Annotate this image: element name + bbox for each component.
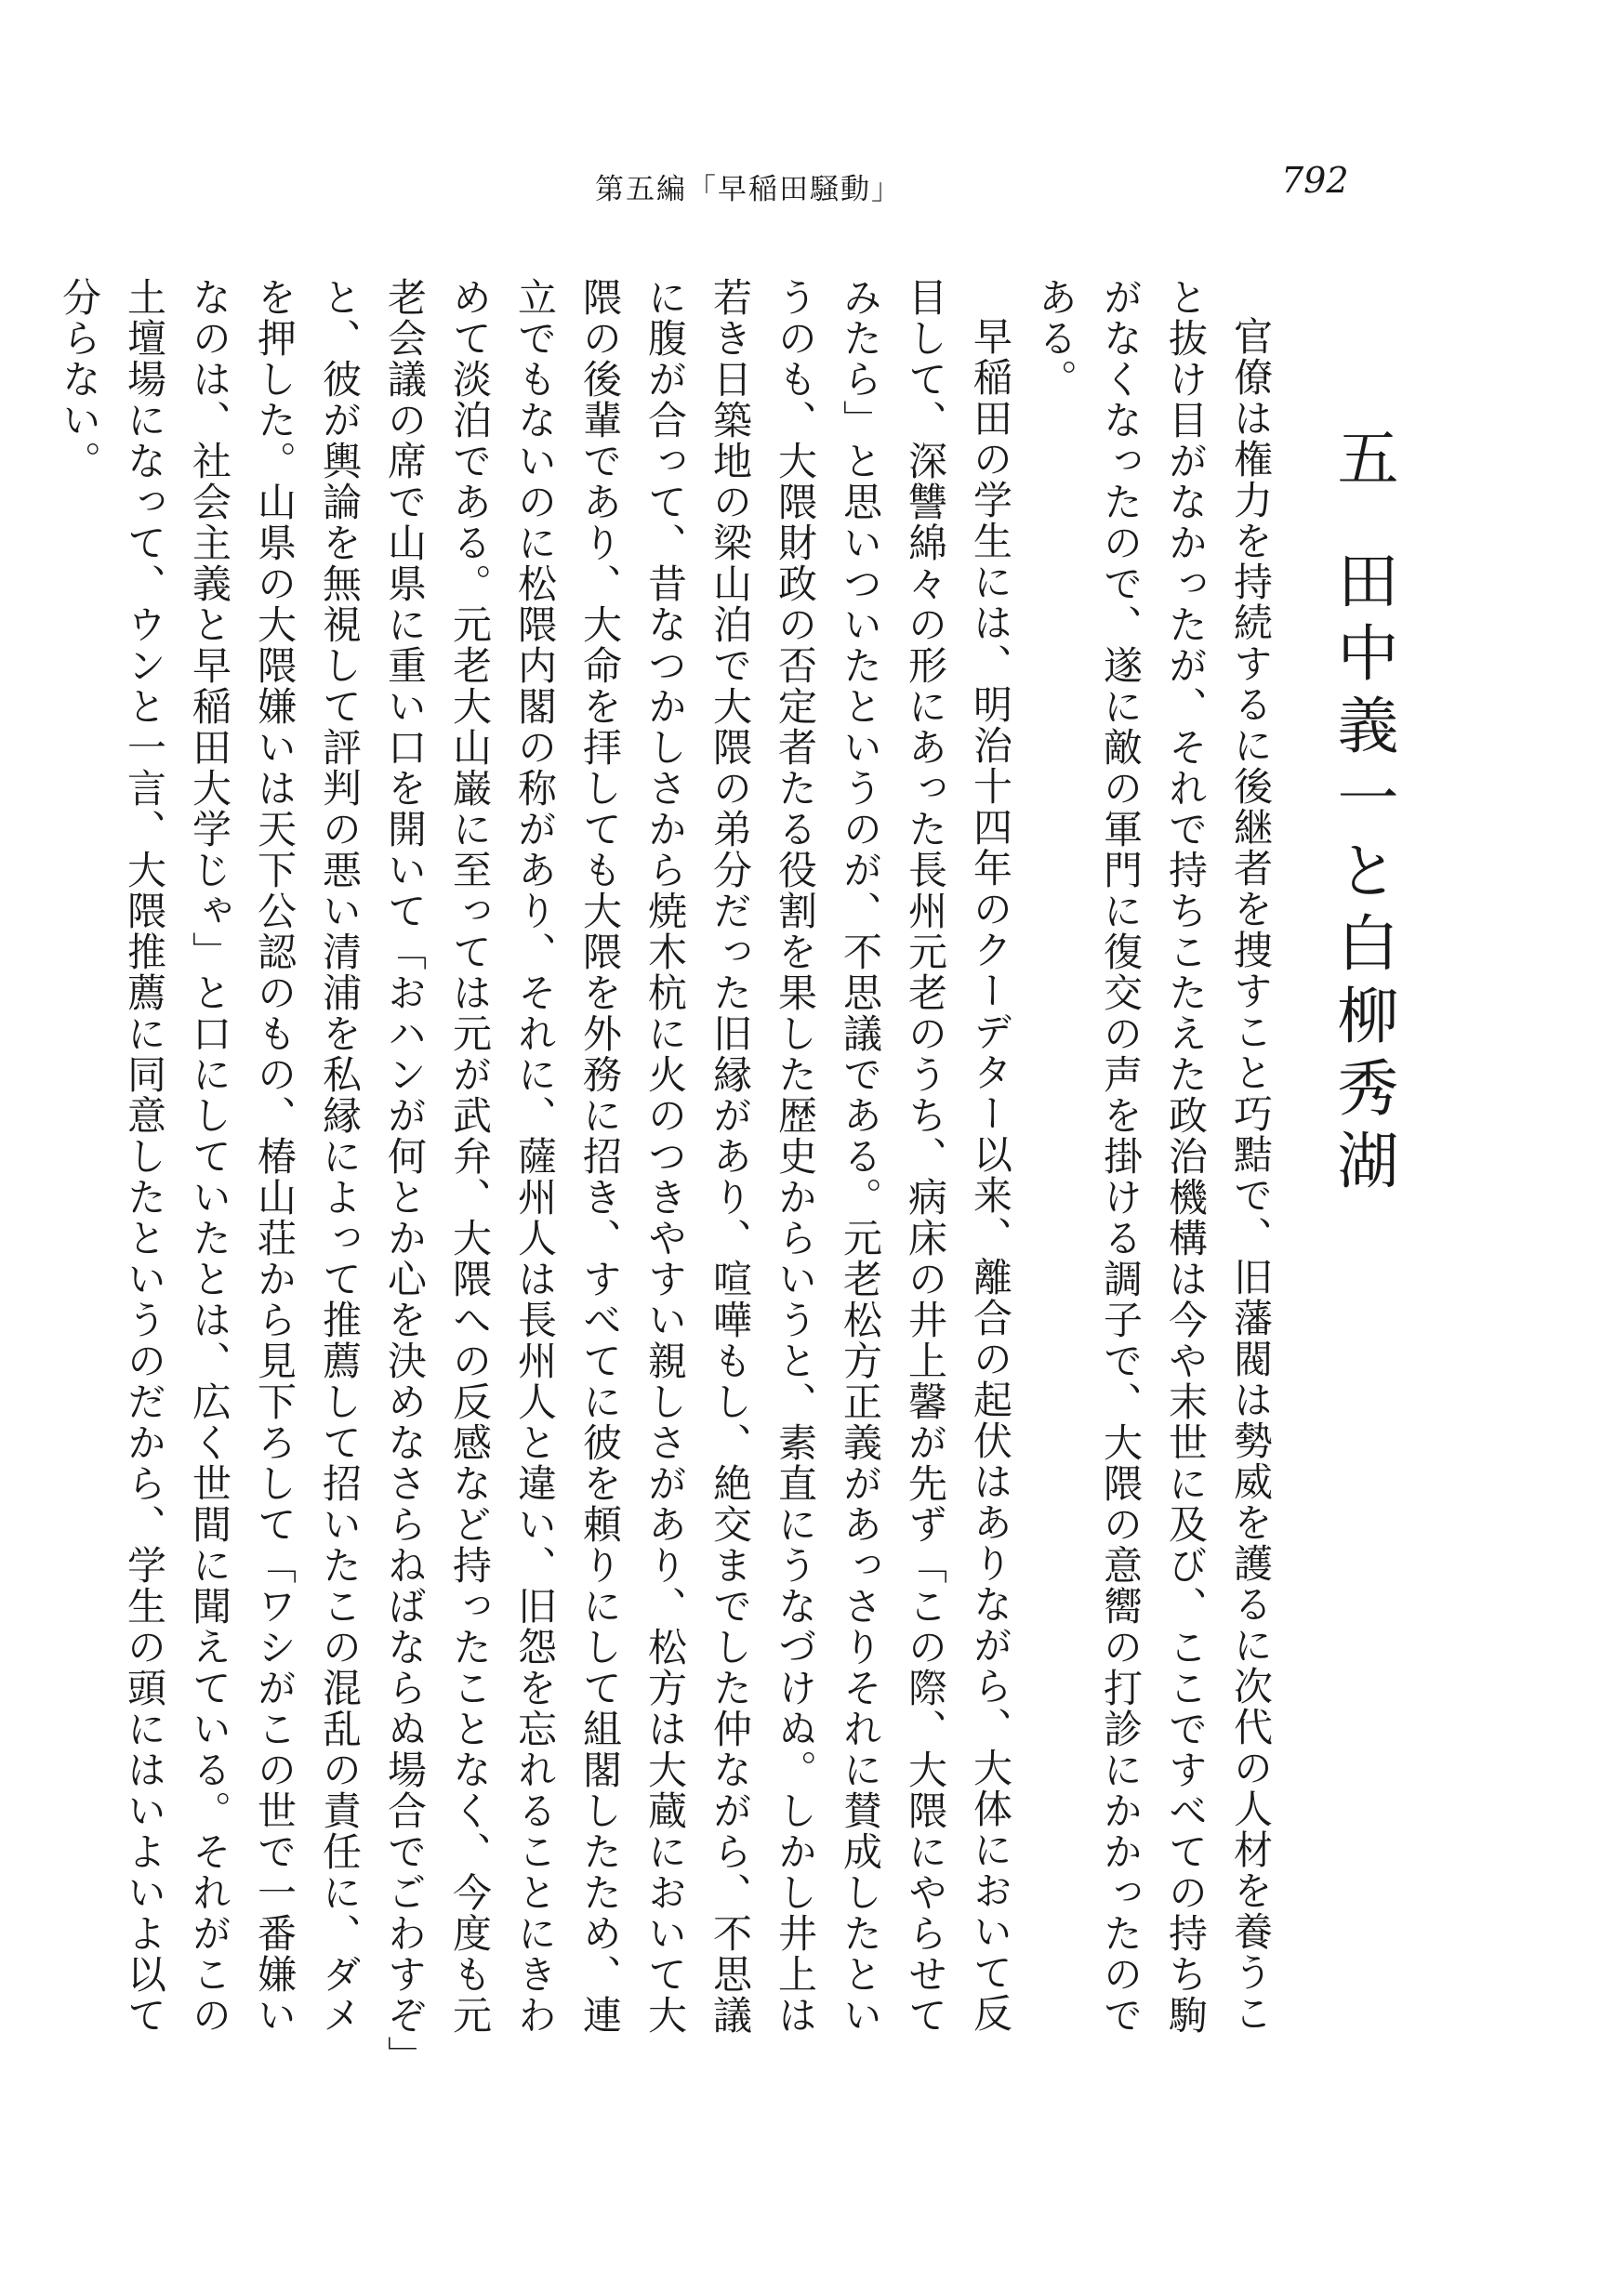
- paragraph: 官僚は権力を持続するに後継者を捜すこと巧黠で、旧藩閥は勢威を護るに次代の人材を養うこと抜け目がなかったが、それで持ちこたえた政治機構は今や末世に及び、ここですべての持ち駒がなくなったので、遂に敵の軍門に復交の声を掛ける調子で、大隈の意嚮の打診にかかったのである。: [1033, 277, 1274, 2036]
- section-number: 五: [1327, 426, 1398, 498]
- body-text: [46, 277, 1398, 2071]
- page-number: 792: [1281, 160, 1349, 201]
- paragraph: 早稲田の学生には、明治十四年のクーデター以来、離合の起伏はありながら、大体において反目して、深讐綿々の形にあった長州元老のうち、病床の井上馨が先ず「この際、大隈にやらせてみたら」と思いついたというのが、不思議である。元老松方正義があっさりそれに賛成したというのも、大隈財政の否定者たる役割を果した歴史からいうと、素直にうなづけぬ。しかし井上は若き日築地の梁山泊で大隈の弟分だった旧縁があり、喧嘩もし、絶交までした仲ながら、不思議に腹が合って、昔なつかしさから焼木杭に火のつきやすい親しさがあり、松方は大蔵において大隈の後輩であり、大命を拝しても大隈を外務に招き、すべてに彼を頼りにして組閣したため、連立でもないのに松隈内閣の称があり、それに、薩州人は長州人と違い、旧怨を忘れることにきわめて淡泊である。元老大山巌に至っては元が武弁、大隈への反感など持ったことなく、今度も元老会議の席で山県に重い口を開いて「おハンが何とか心を決めなさらねばならぬ場合でごわすぞ」と、彼が輿論を無視して評判の悪い清浦を私縁によって推薦して招いたこの混乱の責任に、ダメを押した。山県の大隈嫌いは天下公認のもの、椿山荘から見下ろして「ワシがこの世で一番嫌いなのは、社会主義と早稲田大学じゃ」と口にしていたとは、広く世間に聞えている。それがこの土壇場になって、ウンと一言、大隈推薦に同意したというのだから、学生の頭にはいよいよ以て分らない。: [57, 277, 1013, 2057]
- section-heading: [1309, 426, 1398, 2071]
- running-header: 第五編「早稲田騒動」: [595, 173, 902, 206]
- section-title: 田中義一と白柳秀湖: [1327, 548, 1398, 1201]
